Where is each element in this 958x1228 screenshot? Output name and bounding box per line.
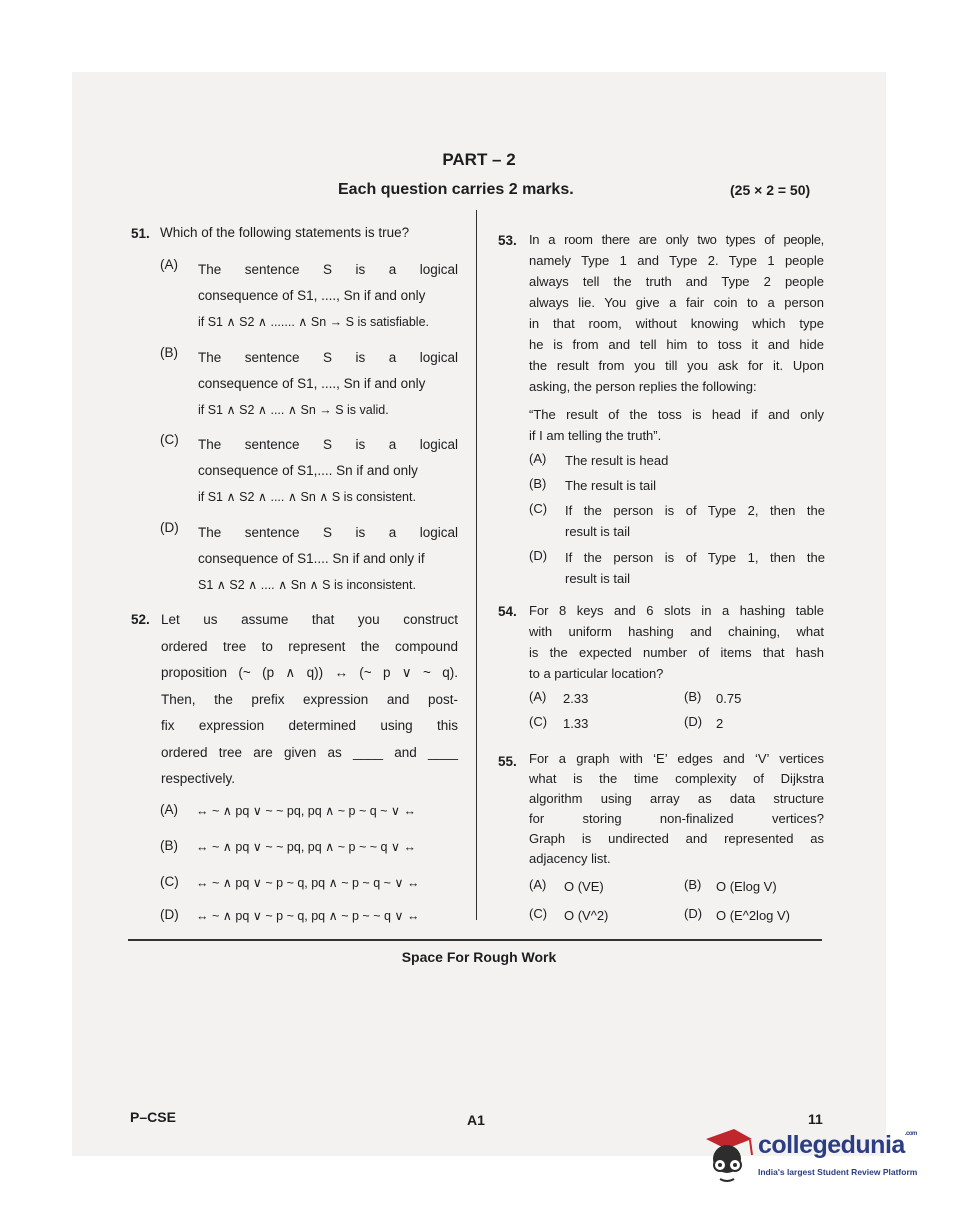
option-text: 1.33 [563,716,589,731]
option-line: consequence of S1,.... Sn if and only [198,463,418,478]
column-divider [476,210,477,920]
option-line: if S1 ∧ S2 ∧ .... ∧ Sn → S is valid. [198,403,389,417]
option-line: The sentence S is a logical [198,437,458,452]
q54-number: 54. [498,604,517,619]
q51-number: 51. [131,226,150,241]
option-text: The result is tail [565,478,657,493]
stem-line: ordered tree are given as ____ and ____ [161,744,458,760]
q55-stem [529,749,824,869]
option-line: S1 ∧ S2 ∧ .... ∧ Sn ∧ S is inconsistent. [198,578,416,592]
q52-stem [161,607,458,793]
stem-line: For 8 keys and 6 slots in a hashing table [529,603,824,618]
option-text: 2 [716,716,724,731]
rough-work-divider [128,939,822,941]
stem-line: Then, the prefix expression and post- [161,691,458,707]
option-line: The sentence S is a logical [198,262,458,277]
logo-wordmark: collegedunia$^{.com}$ [758,1131,917,1159]
option-text: O (E^2log V) [716,908,791,923]
stem-line: is the expected number of items that hash [529,645,824,660]
option-label: (C) [529,714,548,729]
stem-line: Graph is undirected and represented as [529,831,824,846]
option-text: O (V^2) [564,908,609,923]
stem-line: always tell the truth and Type 2 people [529,274,824,289]
option-text: O (Elog V) [716,879,777,894]
option-text: ↔ ~ ∧ pq ∨ ~ ~ pq, pq ∧ ~ p ~ q ~ ∨ ↔ [196,804,417,818]
option-label: (D) [160,520,179,535]
part-heading: PART – 2 [442,150,516,169]
option-label: (A) [160,257,178,272]
option-label: (D) [684,906,703,921]
option-label: (C) [160,874,179,889]
option-label: (A) [529,451,547,466]
option-text: ↔ ~ ∧ pq ∨ ~ ~ pq, pq ∧ ~ p ~ ~ q ∨ ↔ [196,840,417,854]
option-text: result is tail [565,524,631,539]
option-label: (D) [529,548,548,563]
option-text: result is tail [565,571,631,586]
option-text: If the person is of Type 2, then the [565,503,825,518]
footer-code: P–CSE [130,1109,176,1125]
marks-total: (25 × 2 = 50) [730,182,811,198]
stem-line: in that room, without knowing which type [529,316,824,331]
stem-line: In a room there are only two types of people, [529,232,824,247]
option-line: The sentence S is a logical [198,350,458,365]
stem-line: he is from and tell him to toss it and hide [529,337,824,352]
stem-line: adjacency list. [529,851,611,866]
option-label: (B) [684,877,702,892]
stem-line: fix expression determined using this [161,718,458,733]
q53-number: 53. [498,233,517,248]
stem-line: to a particular location? [529,666,664,681]
stem-line: algorithm using array as data structure [529,791,824,806]
q51-stem: Which of the following statements is true? [160,225,410,240]
option-label: (D) [160,907,179,922]
q54-stem [529,600,824,684]
stem-line: ordered tree to represent the compound [161,638,458,654]
stem-line: what is the time complexity of Dijkstra [529,771,824,786]
option-label: (C) [529,906,548,921]
stem-line: the result from you till you ask for it. Upon [529,358,824,373]
page-number: 11 [808,1111,823,1127]
mascot-icon [700,1125,758,1185]
option-line: consequence of S1, ...., Sn if and only [198,376,426,391]
option-line: if S1 ∧ S2 ∧ .... ∧ Sn ∧ S is consistent. [198,490,416,504]
stem-line: For a graph with ‘E’ edges and ‘V’ vertices [529,751,824,766]
option-line: consequence of S1.... Sn if and only if [198,551,425,566]
q55-number: 55. [498,754,517,769]
option-label: (A) [529,877,547,892]
q52-number: 52. [131,612,150,627]
footer-set: A1 [467,1112,485,1128]
option-text: 0.75 [716,691,742,706]
stem-line: asking, the person replies the following: [529,379,757,394]
option-text: O (VE) [564,879,604,894]
stem-line: proposition (~ (p ∧ q)) ↔ (~ p ∨ ~ q). [161,665,458,680]
stem-line: respectively. [161,771,236,786]
option-label: (B) [160,345,178,360]
option-label: (D) [684,714,703,729]
option-line: The sentence S is a logical [198,525,458,540]
stem-line: always lie. You give a fair coin to a person [529,295,824,310]
option-text: ↔ ~ ∧ pq ∨ ~ p ~ q, pq ∧ ~ p ~ ~ q ∨ ↔ [196,909,420,923]
option-text: The result is head [565,453,669,468]
logo-tagline: India's largest Student Review Platform [758,1167,918,1177]
option-text: ↔ ~ ∧ pq ∨ ~ p ~ q, pq ∧ ~ p ~ q ~ ∨ ↔ [196,876,420,890]
stem-line: namely Type 1 and Type 2. Type 1 people [529,253,824,268]
option-label: (C) [529,501,548,516]
option-label: (C) [160,432,179,447]
option-label: (A) [160,802,178,817]
option-label: (A) [529,689,547,704]
stem-line: Let us assume that you construct [161,612,458,627]
option-label: (B) [684,689,702,704]
q53-stem [529,229,824,397]
option-label: (B) [160,838,178,853]
q53-quote-line: if I am telling the truth”. [529,428,662,443]
stem-line: with uniform hashing and chaining, what [529,624,824,639]
option-line: if S1 ∧ S2 ∧ ....... ∧ Sn → S is satisfiable. [198,315,429,329]
option-text: 2.33 [563,691,589,706]
option-line: consequence of S1, ...., Sn if and only [198,288,426,303]
marks-note: Each question carries 2 marks. [338,181,574,198]
rough-work-label: Space For Rough Work [401,949,557,965]
collegedunia-logo [700,1125,930,1185]
stem-line: for storing non-finalized vertices? [529,811,824,826]
q53-quote-line: “The result of the toss is head if and only [529,407,824,422]
option-label: (B) [529,476,547,491]
option-text: If the person is of Type 1, then the [565,550,825,565]
